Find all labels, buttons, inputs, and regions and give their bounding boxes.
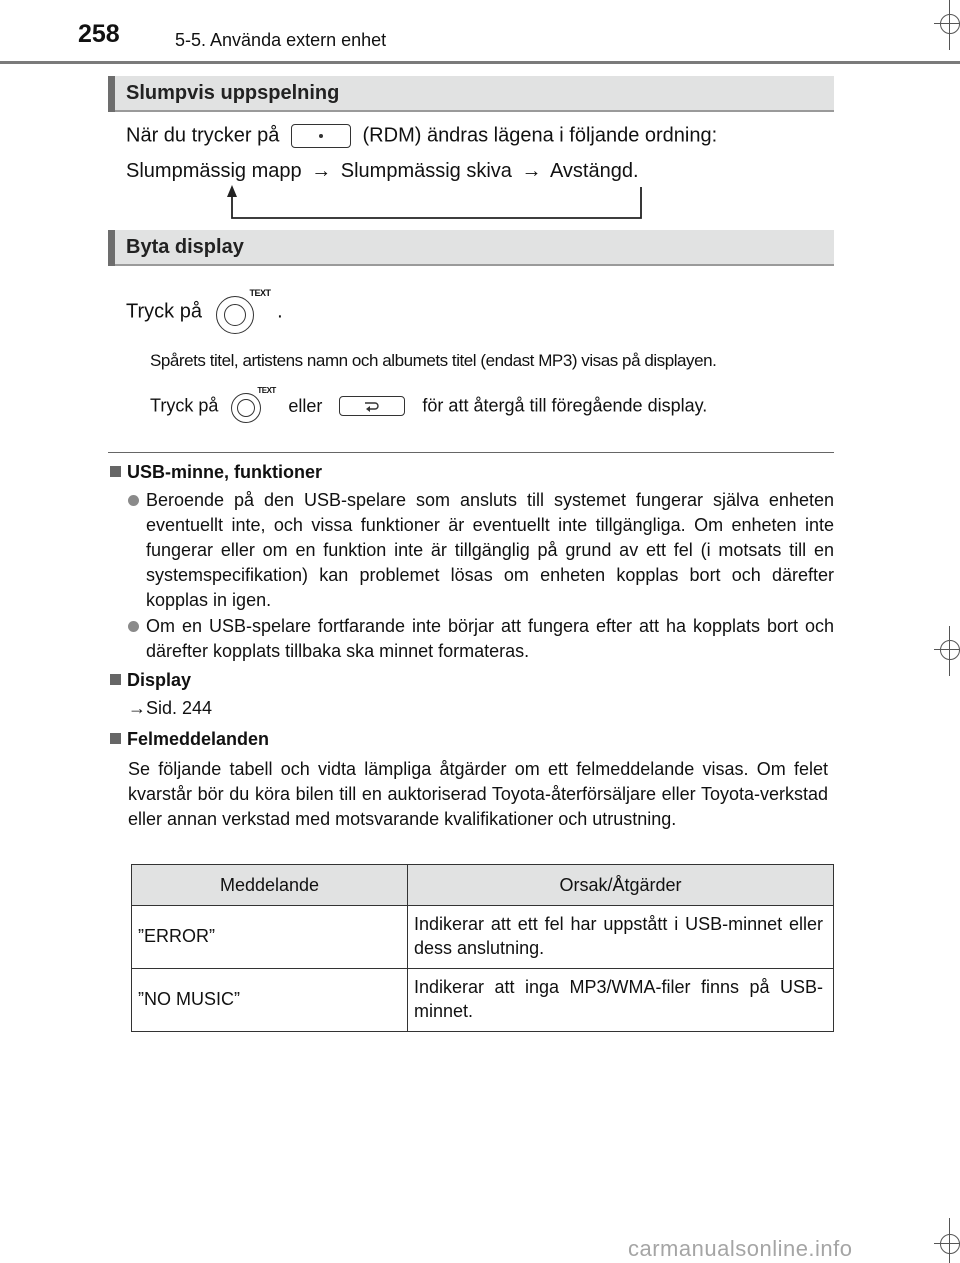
usb-bullet-2: Om en USB-spelare fortfarande inte börjar att fungera efter att ha kopplats bort och därefter kopplats tillbaka ska minnet formateras. <box>146 616 834 661</box>
display-reference: →Sid. 244 <box>128 698 213 718</box>
table-header-row <box>132 865 834 906</box>
registration-mark-top-right <box>934 0 960 50</box>
square-bullet-icon <box>110 466 121 477</box>
table-cell-action: Indikerar att inga MP3/WMA-filer finns på USB-minnet. <box>408 969 834 1032</box>
usb-heading: USB-minne, funktioner <box>110 462 322 483</box>
display-heading: Display <box>110 670 191 691</box>
table-row <box>132 906 834 969</box>
display-back-after: för att återgå till föregående display. <box>422 395 708 416</box>
header-rule <box>0 61 960 64</box>
section-divider <box>108 452 834 453</box>
round-bullet-icon <box>128 621 139 632</box>
rdm-button-icon <box>291 124 351 148</box>
table-header-message: Meddelande <box>132 865 408 906</box>
arrow-right-icon: → <box>311 160 332 182</box>
arrow-right-icon: → <box>521 160 542 182</box>
registration-mark-bottom-right <box>934 1210 960 1263</box>
chapter-title: 5-5. Använda extern enhet <box>175 30 387 50</box>
mode-off: Avstängd. <box>549 160 639 182</box>
random-intro-before: När du trycker på <box>126 124 280 147</box>
table-cell-message: ”ERROR” <box>132 906 408 969</box>
error-message-table <box>131 864 834 1032</box>
text-knob-icon: TEXT <box>216 289 272 335</box>
mode-random-folder: Slumpmässig mapp <box>126 160 302 182</box>
display-press-line <box>126 289 283 335</box>
text-knob-icon: TEXT <box>231 387 273 425</box>
registration-mark-right <box>934 626 960 676</box>
random-intro-after: (RDM) ändras lägena i följande ordning: <box>362 124 718 147</box>
random-sequence <box>126 160 639 183</box>
table-header-action: Orsak/Åtgärder <box>408 865 834 906</box>
usb-bullet-1: Beroende på den USB-spelare som ansluts till systemet fungerar själva enheten eventuellt inte, och vissa funktioner är eventuellt inte tillgängliga. Om enheten inte fungerar eller om en funktion inte är tillgänglig på grund av ett fel (i motsats till en systemspecifikation) kan problemet lösas om enheten kopplas bort och därefter kopplas in igen. <box>146 490 834 610</box>
square-bullet-icon <box>110 733 121 744</box>
watermark: carmanualsonline.info <box>628 1236 853 1261</box>
random-intro <box>126 124 717 148</box>
mode-random-disc: Slumpmässig skiva <box>340 160 512 182</box>
page-number: 258 <box>78 20 120 48</box>
back-button-icon <box>339 396 405 416</box>
section-title-display: Byta display <box>126 236 244 258</box>
table-row <box>132 969 834 1032</box>
cycle-return-arrow-icon <box>220 185 650 223</box>
display-info: Spårets titel, artistens namn och albumets titel (endast MP3) visas på displayen. <box>150 351 717 370</box>
section-accent <box>108 76 115 112</box>
arrow-right-icon: → <box>128 698 146 718</box>
square-bullet-icon <box>110 674 121 685</box>
errors-heading: Felmeddelanden <box>110 729 269 750</box>
display-press-after: . <box>277 300 283 323</box>
section-header-random <box>108 76 834 112</box>
section-header-display <box>108 230 834 266</box>
display-press-before: Tryck på <box>126 300 202 323</box>
table-cell-action: Indikerar att ett fel har uppstått i USB-minnet eller dess anslutning. <box>408 906 834 969</box>
display-back-line <box>150 387 707 427</box>
table-cell-message: ”NO MUSIC” <box>132 969 408 1032</box>
display-back-middle: eller <box>288 395 323 416</box>
round-bullet-icon <box>128 495 139 506</box>
display-back-before: Tryck på <box>150 395 219 416</box>
section-title-random: Slumpvis uppspelning <box>126 82 340 104</box>
section-accent <box>108 230 115 266</box>
errors-text: Se följande tabell och vidta lämpliga åtgärder om ett felmeddelande visas. Om felet kvarstår bör du köra bilen till en auktoriserad Toyota-återförsäljare eller Toyota-verkstad eller annan verkstad med motsvarande kvalifikationer och utrustning. <box>128 759 828 829</box>
